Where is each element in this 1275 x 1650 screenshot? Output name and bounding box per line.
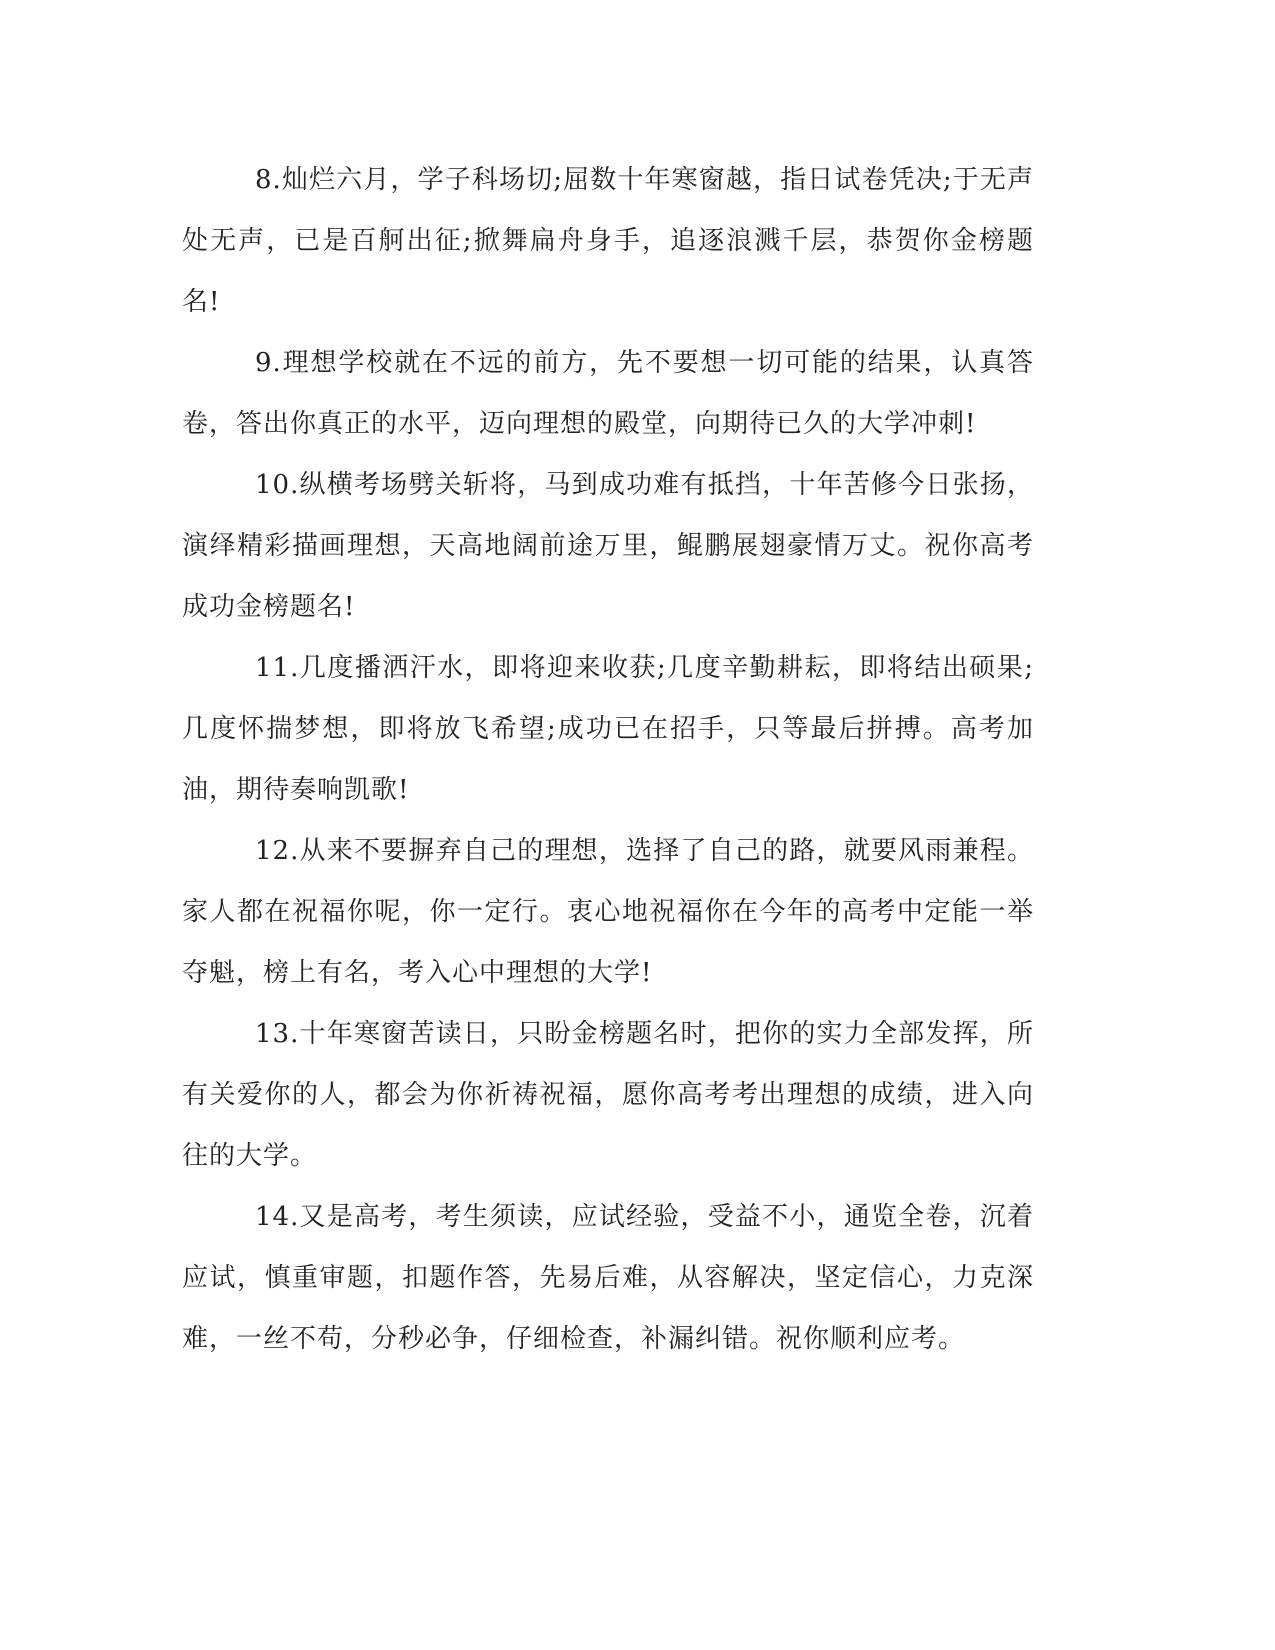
paragraph-12: 12.从来不要摒弃自己的理想，选择了自己的路，就要风雨兼程。家人都在祝福你呢，你一定行。衷心地祝福你在今年的高考中定能一举夺魁，榜上有名，考入心中理想的大学!: [182, 836, 1034, 988]
paragraph-8: 8.灿烂六月，学子科场切;屈数十年寒窗越，指日试卷凭决;于无声处无声，已是百舸出征;掀舞扁舟身手，追逐浪溅千层，恭贺你金榜题名!: [182, 165, 1034, 317]
paragraph-10: 10.纵横考场劈关斩将，马到成功难有抵挡，十年苦修今日张扬，演绎精彩描画理想，天高地阔前途万里，鲲鹏展翅豪情万丈。祝你高考成功金榜题名!: [182, 470, 1034, 622]
paragraph-14: 14.又是高考，考生须读，应试经验，受益不小，通览全卷，沉着应试，慎重审题，扣题作答，先易后难，从容解决，坚定信心，力克深难，一丝不苟，分秒必争，仔细检查，补漏纠错。祝你顺利应考。: [182, 1202, 1034, 1354]
paragraph-13: 13.十年寒窗苦读日，只盼金榜题名时，把你的实力全部发挥，所有关爱你的人，都会为你祈祷祝福，愿你高考考出理想的成绩，进入向往的大学。: [182, 1019, 1034, 1171]
paragraph-9: 9.理想学校就在不远的前方，先不要想一切可能的结果，认真答卷，答出你真正的水平，迈向理想的殿堂，向期待已久的大学冲刺!: [182, 348, 1034, 439]
document-page: [182, 150, 1034, 1370]
paragraph-11: 11.几度播洒汗水，即将迎来收获;几度辛勤耕耘，即将结出硕果;几度怀揣梦想，即将放飞希望;成功已在招手，只等最后拼搏。高考加油，期待奏响凯歌!: [182, 653, 1034, 805]
